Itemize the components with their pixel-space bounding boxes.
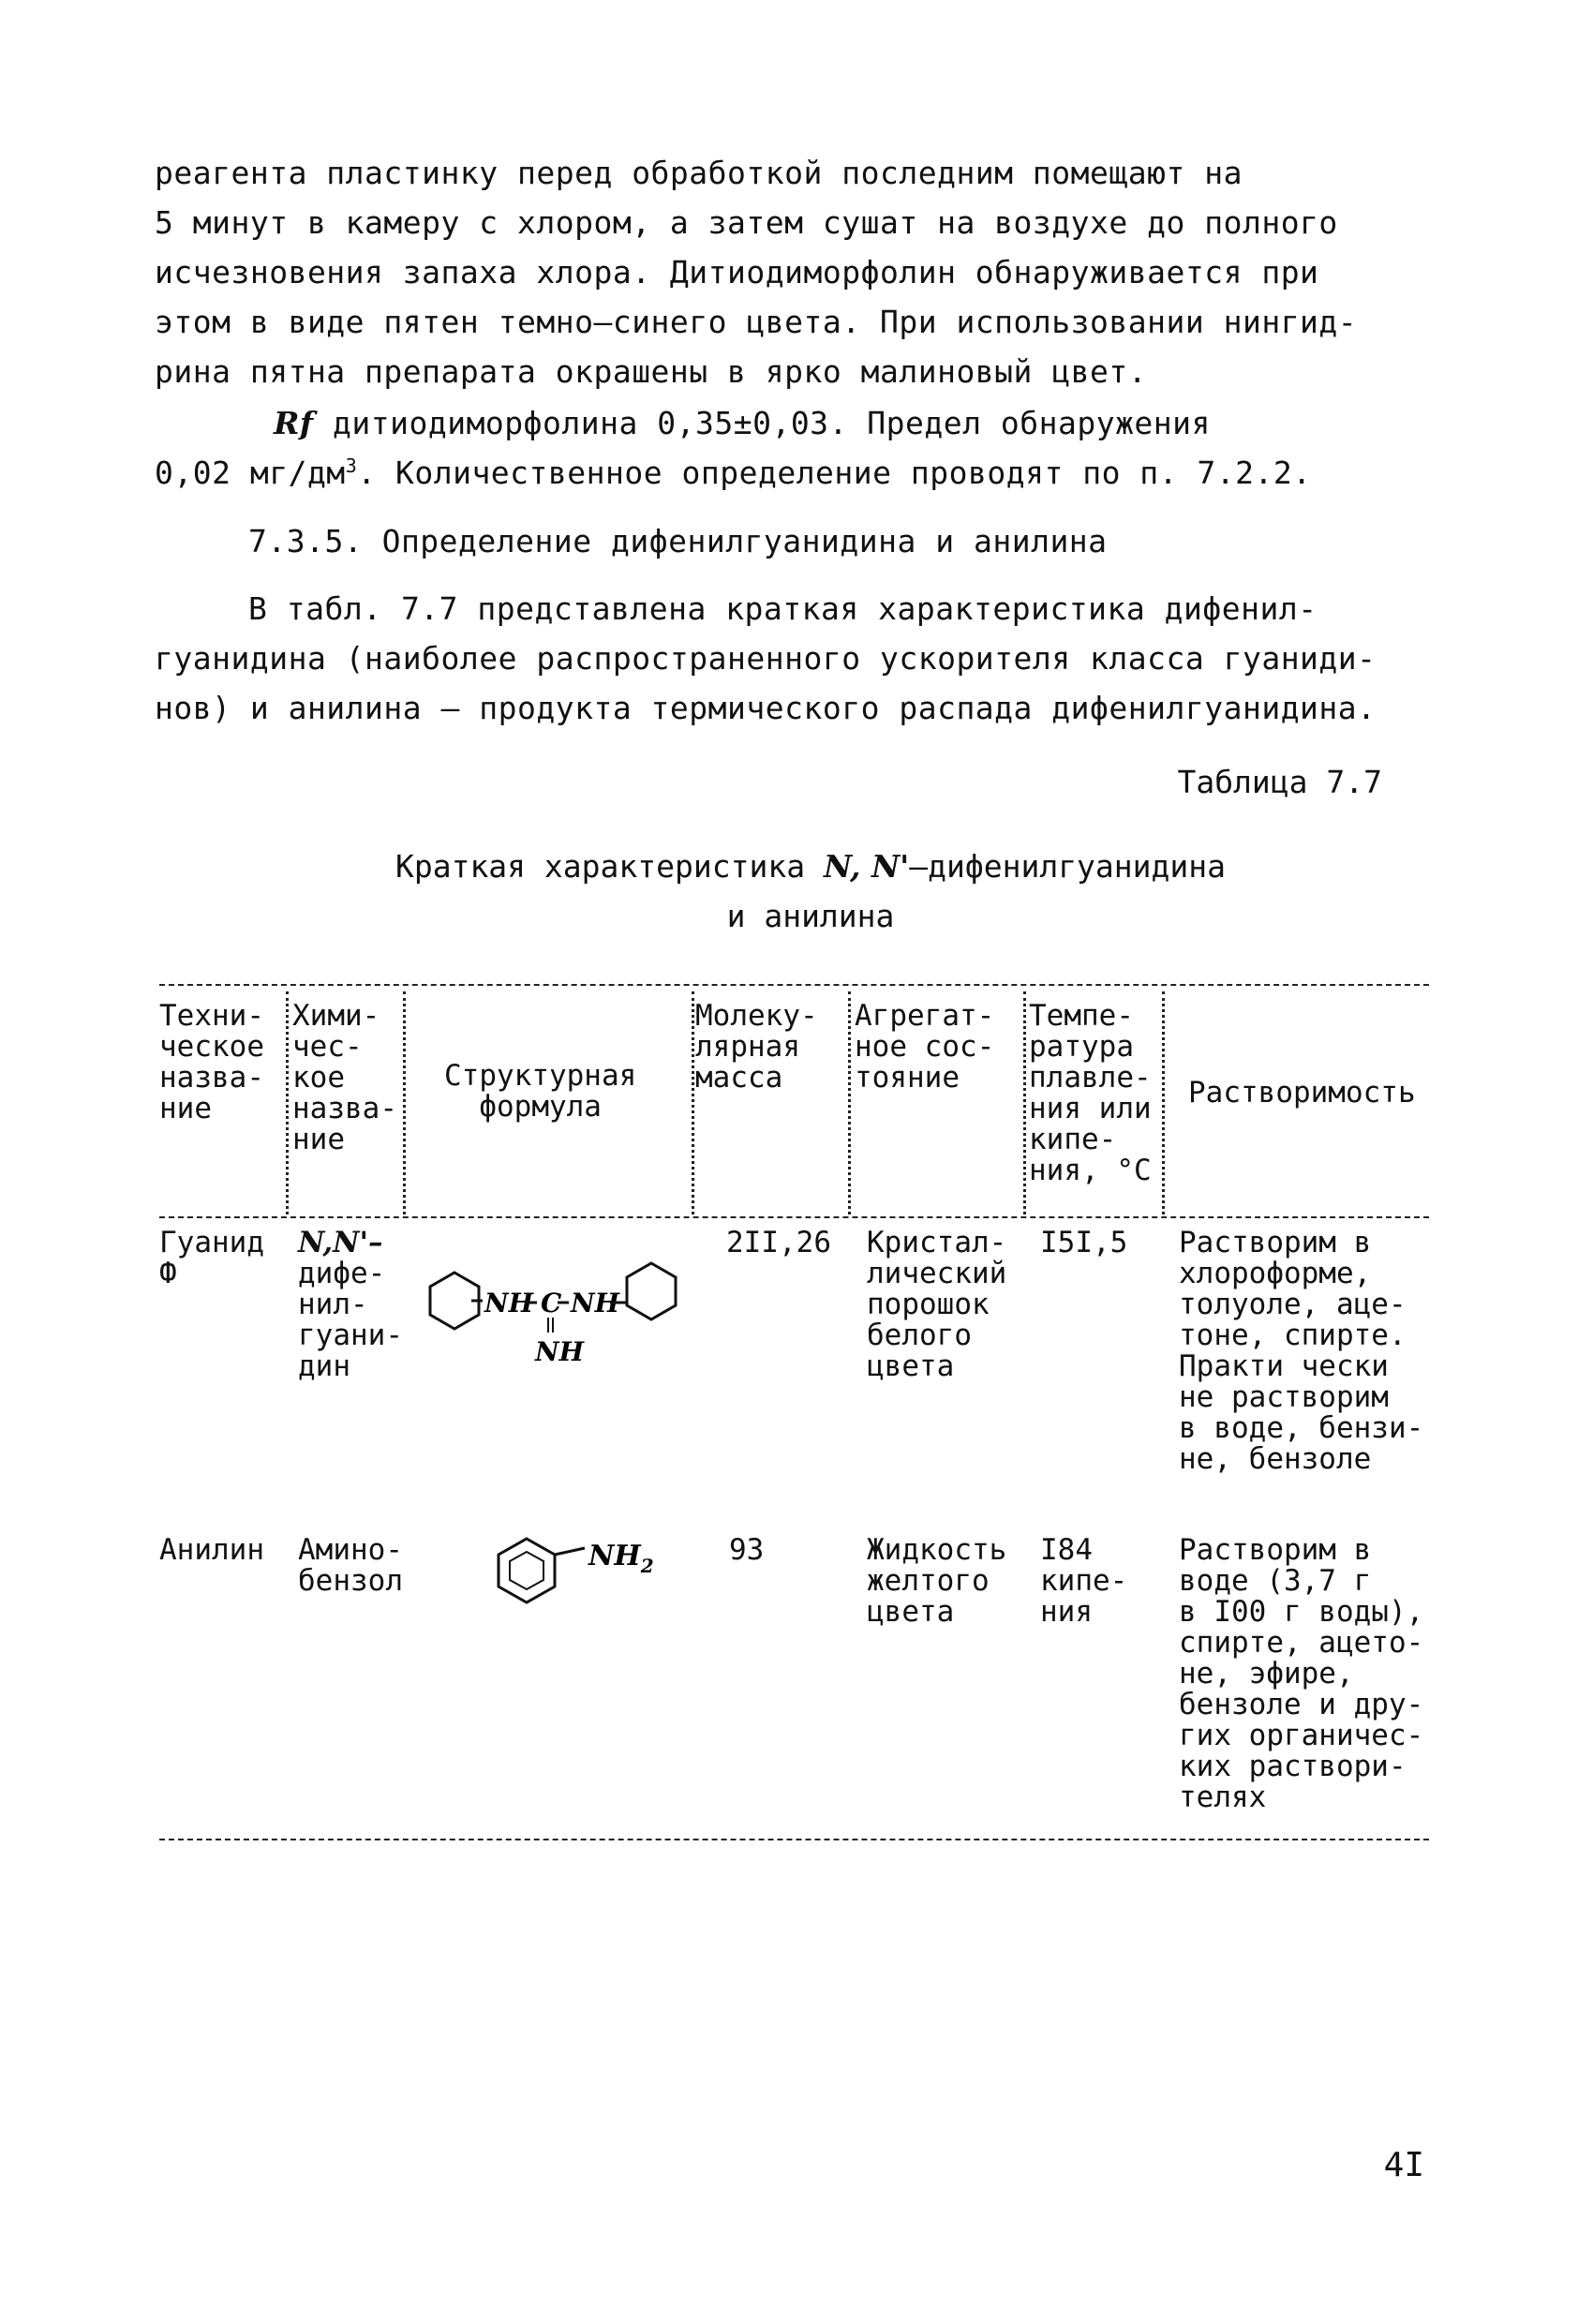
row-1-aggregate-state: Кристал- лический порошок белого цвета	[867, 1226, 1007, 1383]
header-separator-1	[286, 991, 289, 1214]
section-heading: 7.3.5. Определение дифенилгуанидина и анилина	[248, 523, 1108, 559]
caption-prefix: Краткая характеристика	[395, 848, 824, 885]
formula-nh-imine: NH	[535, 1336, 585, 1367]
formula-nh2	[588, 1540, 654, 1577]
row-1-temperature: I5I,5	[1040, 1226, 1128, 1259]
benzene-ring-right	[627, 1263, 676, 1319]
diphenylguanidine-structure	[417, 1256, 707, 1396]
paragraph-3-line-3: нов) и анилина – продукта термического распада дифенилгуанидина.	[155, 690, 1377, 726]
header-technical-name: Техни- ческое назва- ние	[159, 999, 264, 1125]
paragraph-2-line-2-text: . Количественное определение проводят по п. 7.2.2.	[357, 454, 1312, 491]
paragraph-1-line-1: реагента пластинку перед обработкой последним помещают на	[155, 155, 1243, 191]
table-caption-line-2: и анилина	[726, 898, 895, 934]
paragraph-3-line-2: гуанидина (наиболее распространенного ускорителя класса гуаниди-	[155, 640, 1377, 677]
paragraph-1-line-3: исчезновения запаха хлора. Дитиодиморфолин обнаруживается при	[155, 254, 1319, 290]
paragraph-1-line-4: этом в виде пятен темно–синего цвета. При использовании нингид-	[155, 304, 1358, 340]
bond-c-n	[555, 1548, 585, 1555]
paragraph-2-line-1-text: дитиодиморфолина 0,35±0,03. Предел обнаружения	[313, 405, 1211, 441]
formula-nh-left: NH	[484, 1288, 534, 1318]
header-temperature: Темпе- ратура плавле- ния или кипе- ния, °С	[1029, 999, 1152, 1187]
row-1-chemical-italic: N,N'–	[298, 1226, 383, 1259]
formula-nh2-text: NH	[588, 1540, 641, 1572]
row-2-chemical-name: Амино- бензол	[298, 1533, 403, 1598]
header-solubility: Растворимость	[1188, 1076, 1416, 1110]
table-header-rule	[159, 1216, 1429, 1218]
row-2-molecular-mass: 93	[729, 1533, 765, 1567]
row-2-aggregate-state: Жидкость желтого цвета	[867, 1533, 1007, 1629]
header-separator-6	[1162, 991, 1165, 1214]
paragraph-3-line-1: В табл. 7.7 представлена краткая характеристика дифенил-	[248, 590, 1318, 627]
paragraph-1-line-2: 5 минут в камеру с хлором, а затем сушат на воздухе до полного	[155, 204, 1338, 241]
paragraph-2-line-1	[274, 405, 1211, 441]
header-molecular-mass: Молеку- лярная масса	[695, 999, 818, 1095]
header-separator-3	[692, 991, 694, 1214]
row-1-molecular-mass: 2II,26	[726, 1226, 831, 1259]
header-separator-4	[848, 991, 851, 1214]
concentration-text: 0,02 мг/дм	[155, 454, 346, 491]
caption-italic: N, N'	[823, 848, 910, 885]
benzene-inner-ring	[510, 1552, 543, 1589]
paragraph-2-line-2	[155, 454, 1312, 491]
row-2-temperature: I84 кипе- ния	[1040, 1533, 1128, 1629]
header-separator-2	[403, 991, 406, 1214]
table-top-rule	[159, 984, 1429, 986]
row-1-solubility: Растворим в хлороформе, толуоле, аце- тоне, спирте. Практи чески не растворим в воде, бензи- не, бензоле	[1179, 1226, 1424, 1476]
row-1-chemical-name	[298, 1228, 403, 1382]
header-structural-formula: Структурная формула	[444, 1059, 637, 1124]
caption-suffix: –дифенилгуанидина	[909, 848, 1227, 885]
formula-c: C	[541, 1288, 562, 1318]
formula-nh-right: NH	[571, 1288, 620, 1318]
table-bottom-rule	[159, 1839, 1429, 1840]
page-number: 4I	[1383, 2146, 1424, 2184]
header-aggregate-state: Агрегат- ное сос- тояние	[855, 999, 995, 1095]
aniline-structure	[487, 1527, 675, 1631]
table-label: Таблица 7.7	[1177, 764, 1382, 800]
table-caption-line-1	[14, 848, 1593, 885]
rf-label: Rf	[274, 405, 314, 441]
header-chemical-name: Хими- чес- кое назва- ние	[292, 999, 397, 1156]
formula-subscript-2: 2	[640, 1555, 654, 1577]
paragraph-1-line-5: рина пятна препарата окрашены в ярко малиновый цвет.	[155, 353, 1148, 390]
row-2-technical-name: Анилин	[159, 1533, 264, 1567]
row-2-solubility: Растворим в воде (3,7 г в I00 г воды), спирте, ацето- не, эфире, бензоле и дру- гих органичес- ких раствори- телях	[1179, 1533, 1424, 1814]
row-1-technical-name: Гуанид Ф	[159, 1226, 264, 1290]
superscript-3: 3	[345, 454, 358, 477]
row-1-chemical-text: дифе- нил- гуани- дин	[298, 1257, 403, 1383]
header-separator-5	[1023, 991, 1026, 1214]
benzene-ring-aniline	[499, 1539, 555, 1602]
